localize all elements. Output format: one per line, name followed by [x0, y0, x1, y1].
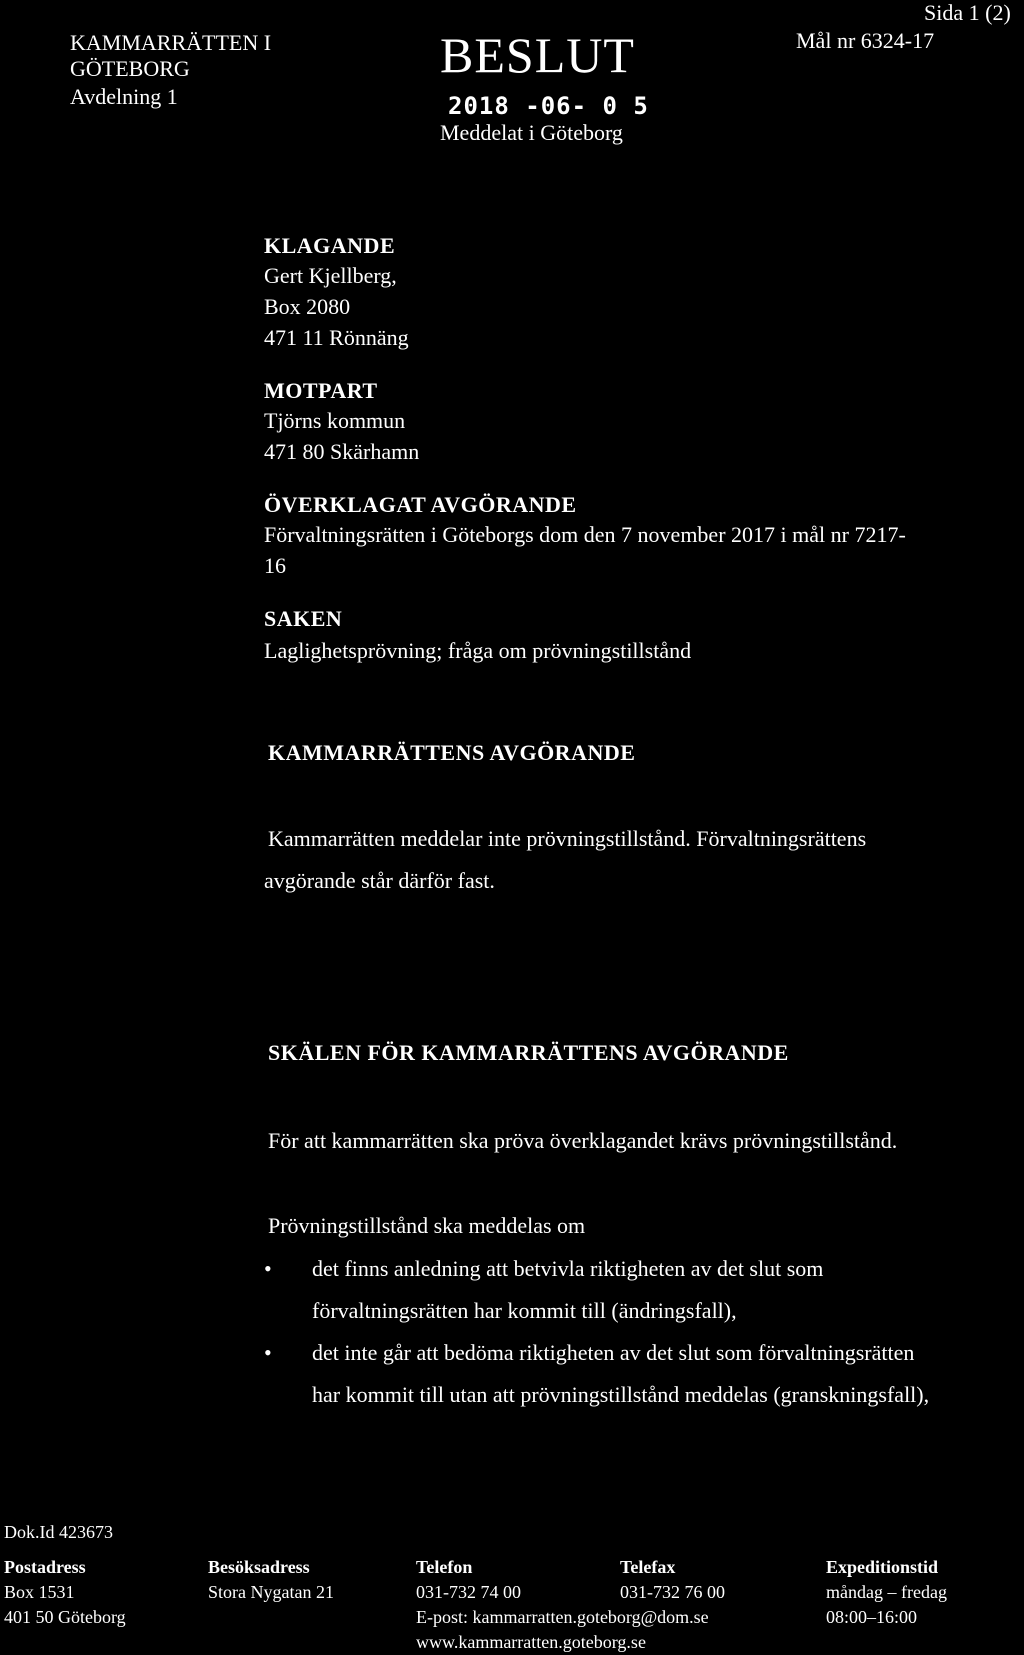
department: Avdelning 1	[70, 84, 178, 109]
bullet-2-line2: har kommit till utan att prövningstillstånd meddelas (granskningsfall),	[312, 1382, 930, 1407]
footer-visiting-address	[208, 1555, 334, 1605]
website-link[interactable]: www.kammarratten.goteborg.se	[416, 1632, 646, 1652]
reasons-paragraph-1: För att kammarrätten ska pröva överklagandet krävs prövningstillstånd.	[268, 1128, 898, 1153]
footer-fax	[620, 1555, 725, 1605]
matter-heading: SAKEN	[264, 606, 343, 631]
appellant-heading: KLAGANDE	[264, 233, 396, 258]
appellant-postcode: 471 11 Rönnäng	[264, 325, 409, 350]
bullet-1-line1: det finns anledning att betvivla riktigheten av det slut som	[312, 1256, 824, 1281]
bullet-icon: •	[264, 1256, 272, 1281]
phone-heading: Telefon	[416, 1557, 473, 1577]
appealed-decision-line1: Förvaltningsrätten i Göteborgs dom den 7 november 2017 i mål nr 7217-	[264, 522, 906, 547]
document-id: Dok.Id 423673	[4, 1522, 113, 1542]
postal-address-line2: 401 50 Göteborg	[4, 1607, 126, 1627]
email-address[interactable]: E-post: kammarratten.goteborg@dom.se	[416, 1607, 709, 1627]
document-title: BESLUT	[440, 27, 635, 83]
reasons-heading: SKÄLEN FÖR KAMMARRÄTTENS AVGÖRANDE	[268, 1040, 789, 1065]
bullet-icon: •	[264, 1340, 272, 1365]
reasons-bullet-2	[264, 1332, 929, 1416]
office-hours-days: måndag – fredag	[826, 1582, 947, 1602]
phone-number: 031-732 74 00	[416, 1582, 521, 1602]
postal-address-heading: Postadress	[4, 1557, 86, 1577]
appellant-box: Box 2080	[264, 294, 351, 319]
court-name-line2: GÖTEBORG	[70, 56, 190, 81]
announced-location: Meddelat i Göteborg	[440, 120, 623, 145]
bullet-2-line1: det inte går att bedöma riktigheten av det slut som förvaltningsrätten	[312, 1340, 915, 1365]
reasons-bullet-list	[264, 1248, 929, 1416]
footer-postal-address	[4, 1555, 126, 1630]
bullet-1-line2: förvaltningsrätten har kommit till (ändringsfall),	[312, 1298, 737, 1323]
visiting-address-heading: Besöksadress	[208, 1557, 310, 1577]
appealed-decision-heading: ÖVERKLAGAT AVGÖRANDE	[264, 492, 577, 517]
appealed-decision-line2: 16	[264, 553, 286, 578]
respondent-postcode: 471 80 Skärhamn	[264, 439, 420, 464]
reasons-bullet-1	[264, 1248, 929, 1332]
fax-heading: Telefax	[620, 1557, 676, 1577]
respondent-name: Tjörns kommun	[264, 408, 406, 433]
ruling-line1: Kammarrätten meddelar inte prövningstillstånd. Förvaltningsrättens	[268, 826, 867, 851]
appellant-name: Gert Kjellberg,	[264, 263, 397, 288]
footer-office-hours	[826, 1555, 947, 1630]
postal-address-line1: Box 1531	[4, 1582, 75, 1602]
office-hours-heading: Expeditionstid	[826, 1557, 939, 1577]
court-name-line1: KAMMARRÄTTEN I	[70, 30, 272, 55]
fax-number: 031-732 76 00	[620, 1582, 725, 1602]
office-hours-times: 08:00–16:00	[826, 1607, 918, 1627]
date-stamp: 2018 -06- 0 5	[448, 92, 649, 120]
case-number: Mål nr 6324-17	[796, 28, 935, 53]
ruling-heading: KAMMARRÄTTENS AVGÖRANDE	[268, 740, 636, 765]
visiting-address-line1: Stora Nygatan 21	[208, 1582, 334, 1602]
page-number: Sida 1 (2)	[924, 0, 1011, 25]
matter-text: Laglighetsprövning; fråga om prövningstillstånd	[264, 638, 692, 663]
ruling-line2: avgörande står därför fast.	[264, 868, 495, 893]
reasons-paragraph-2: Prövningstillstånd ska meddelas om	[268, 1213, 586, 1238]
respondent-heading: MOTPART	[264, 378, 378, 403]
